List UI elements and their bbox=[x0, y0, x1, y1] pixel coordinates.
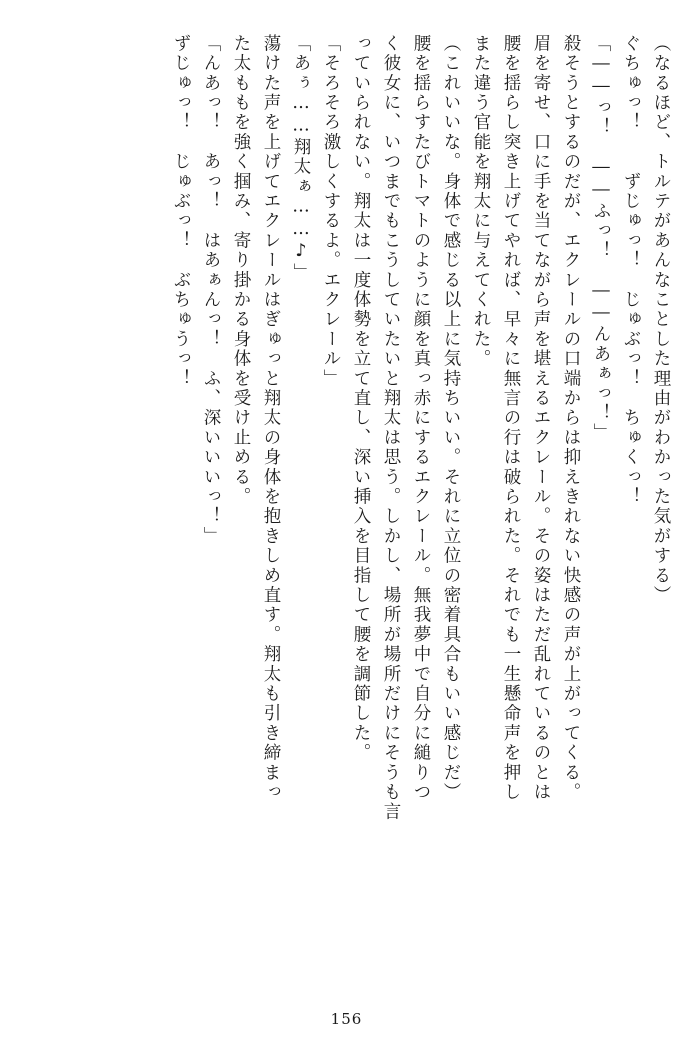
text-line: 「んあっ！ あっ！ はあぁんっ！ ふ、深いいいっ！」 bbox=[201, 34, 221, 547]
text-line: た太ももを強く掴み、寄り掛かる身体を受け止める。 bbox=[231, 34, 251, 507]
text-line: 「あぅ……翔太ぁ……♪」 bbox=[291, 34, 311, 283]
text-line: ずじゅっ！ じゅぶっ！ ぶちゅうっ！ bbox=[171, 34, 191, 389]
text-line: 「――っ！ ――ふっ！ ――んあぁっ！」 bbox=[591, 34, 611, 443]
text-line: 腰を揺らすたびトマトのように顔を真っ赤にするエクレール。無我夢中で自分に縋りつ bbox=[411, 34, 431, 803]
text-line: （これいいな。身体で感じる以上に気持ちいい。それに立位の密着具合もいい感じだ） bbox=[441, 34, 461, 803]
text-line: っていられない。翔太は一度体勢を立て直し、深い挿入を目指して腰を調節した。 bbox=[351, 34, 371, 763]
text-line: 「そろそろ激しくするよ。エクレール」 bbox=[321, 34, 341, 389]
text-line: く彼女に、いつまでもこうしていたいと翔太は思う。しかし、場所が場所だけにそうも言 bbox=[381, 34, 401, 822]
text-line: 蕩けた声を上げてエクレールはぎゅっと翔太の身体を抱きしめ直す。翔太も引き締まっ bbox=[261, 34, 281, 803]
text-line: 殺そうとするのだが、エクレールの口端からは抑えきれない快感の声が上がってくる。 bbox=[561, 34, 581, 803]
text-line: また違う官能を翔太に与えてくれた。 bbox=[471, 34, 491, 369]
page-text-body bbox=[22, 34, 669, 989]
text-line: （なるほど、トルテがあんなことした理由がわかった気がする） bbox=[651, 34, 671, 606]
page-number: 156 bbox=[330, 1010, 363, 1028]
text-line: 眉を寄せ、口に手を当てながら声を堪えるエクレール。その姿はただ乱れているのとは bbox=[531, 34, 551, 803]
text-line: 腰を揺らし突き上げてやれば、早々に無言の行は破られた。それでも一生懸命声を押し bbox=[501, 34, 521, 803]
text-line: ぐちゅっ！ ずじゅっ！ じゅぶっ！ ちゅくっ！ bbox=[621, 34, 641, 507]
